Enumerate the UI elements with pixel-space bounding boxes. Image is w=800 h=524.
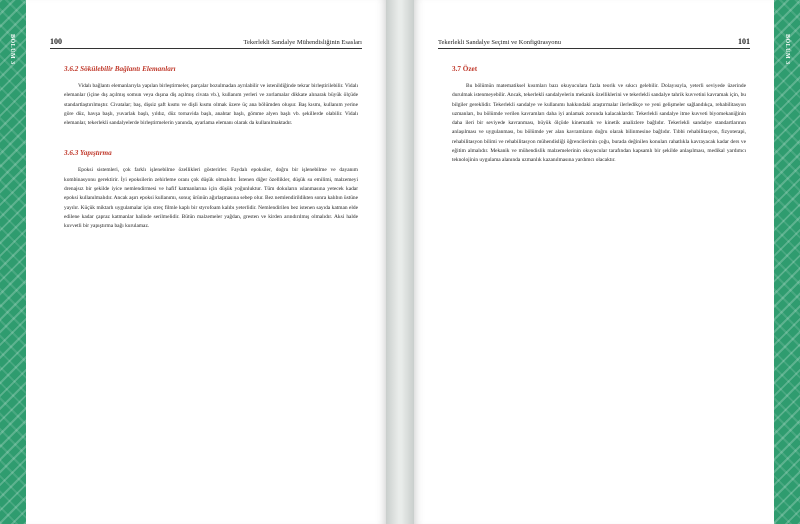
section-heading-3-6-3: 3.6.3 Yapıştırma bbox=[64, 149, 112, 158]
paragraph-adhesion: Epoksi sistemleri, çok farklı işlenebilme özellikleri gösterirler. Faydalı epoksiler, doğru bir işlenebilme ve dayanım kombinasyonu gerektirir. İyi epoksilerin zehirleme oranı çok düşük olmalıdır. İstenen diğer özellikler, düşük su emilimi, malzemeyi drenajsız bir şekilde iyice nemlendirmesi ve hafif katmanlarına için düşük yoğunluktur. Tüm dokuların ıslanmasına yetecek kadar epoksi kullanılmalıdır. Ancak aşırı epoksi kullanımı, sonuç ürünün ağırlaşmasına sebep olur. Bez nemlendirildikten sonra kalıbın üstüne yayılır. Küçük miktarlı uygulamalar için streç filmle kaplı bir styrofoam kalıbı yeterlidir. Nemlendirilen bez istenen sayıda katman elde edilene kadar çapraz katmanlar halinde serilmelidir. Bütün malzemeler yağdan, gresten ve kirden arındırılmış olmalıdır. Aksi halde kuvvetli bir yapıştırma bağı kurulamaz. bbox=[64, 167, 358, 230]
left-page bbox=[26, 0, 386, 524]
right-page-content bbox=[452, 60, 746, 174]
left-running-title: Tekerlekli Sandalye Mühendisliğinin Esasları bbox=[243, 39, 362, 46]
book-gutter bbox=[386, 0, 414, 524]
chapter-tab-left: BÖLÜM 3 bbox=[9, 34, 15, 65]
paragraph-fasteners: Vidalı bağlantı elemanlarıyla yapılan birleştirmeler, parçalar bozulmadan ayrılabilir ve istenildiğinde tekrar birleştirilebilir. Vidalı elemanlar (içine dış açılmış somun veya dışına diş açılmış civata vb.), kullanım yerleri ve zorlamalar dikkate alınarak büyük ölçüde standartlaştırılmıştır. Civatalar; baş, dişsiz şaft kısmı ve dişli kısmı olmak üzere üç ana bölümden oluşur. Baş kısmı, kullanım yerine göre düz, havşa başlı, yuvarlak başlı, yıldız, düz tornavida başlı, anahtar başlı, gömme alyen başlı vb. şekillerde olabilir. Vidalı elemanlar, tekerlekli sandalyelerde birleştirmelerin yanında, ayarlama elemanı olarak da kullanılmaktadır. bbox=[64, 83, 358, 127]
chapter-tab-right: BÖLÜM 3 bbox=[784, 34, 790, 65]
right-decorative-band bbox=[774, 0, 800, 524]
right-page-header bbox=[438, 36, 750, 49]
right-page-number: 101 bbox=[738, 37, 750, 46]
left-page-header bbox=[50, 36, 362, 49]
left-page-number: 100 bbox=[50, 37, 62, 46]
right-running-title: Tekerlekli Sandalye Seçimi ve Konfigürasyonu bbox=[438, 39, 562, 46]
right-page bbox=[414, 0, 774, 524]
left-page-content bbox=[64, 60, 358, 240]
paragraph-summary: Bu bölümün matematiksel kısımları bazı okuyuculara fazla teorik ve sıkıcı gelebilir. Dolayısıyla, yeterli seviyede üzerinde durulmak istenmeyebilir. Ancak, tekerlekli sandalyelerin mekanik özelliklerini ve tekerlekli sandalye tahrik kuvvetini kavramak için, bu bilgiler gereklidir. Tekerlekli sandalye ve kullanımı hakkındaki araştırmalar ilerledikçe ve yeni gelişmeler sağlandıkça, rehabilitasyon uzmanları, bu bölümde verilen kavramları daha iyi anlamak zorunda kalacaklardır. Tekerlekli sandalye itme kuvveti biyomekaniğinin daha ileri bir seviyede kavranması, büyük ölçüde kinematik ve kinetik analizlere bağlıdır. Tekerlekli sandalye standartlarının anlaşılması ve uygulanması, bu bölümde yer alan kavramların doğru olarak bilinmesine bağlıdır. Tıbbi rehabilitasyon, fizyoterapi, rehabilitasyon bilimi ve rehabilitasyon mühendisliği öğrencilerinin çoğu, burada değinilen konuları rahatlıkla kavrayacak kadar ders ve eğitim almalıdır. Mekanik ve mühendislik malzemelerinin okuyucular tarafından kapsamlı bir şekilde anlaşılması, medikal yardımcı teknolojinin uygulama alanında uzmanlık kazanılmasına yardımcı olacaktır. bbox=[452, 83, 746, 164]
section-heading-3-6-2: 3.6.2 Sökülebilir Bağlantı Elemanları bbox=[64, 65, 176, 73]
left-decorative-band bbox=[0, 0, 26, 524]
section-heading-3-7: 3.7 Özet bbox=[452, 65, 478, 73]
